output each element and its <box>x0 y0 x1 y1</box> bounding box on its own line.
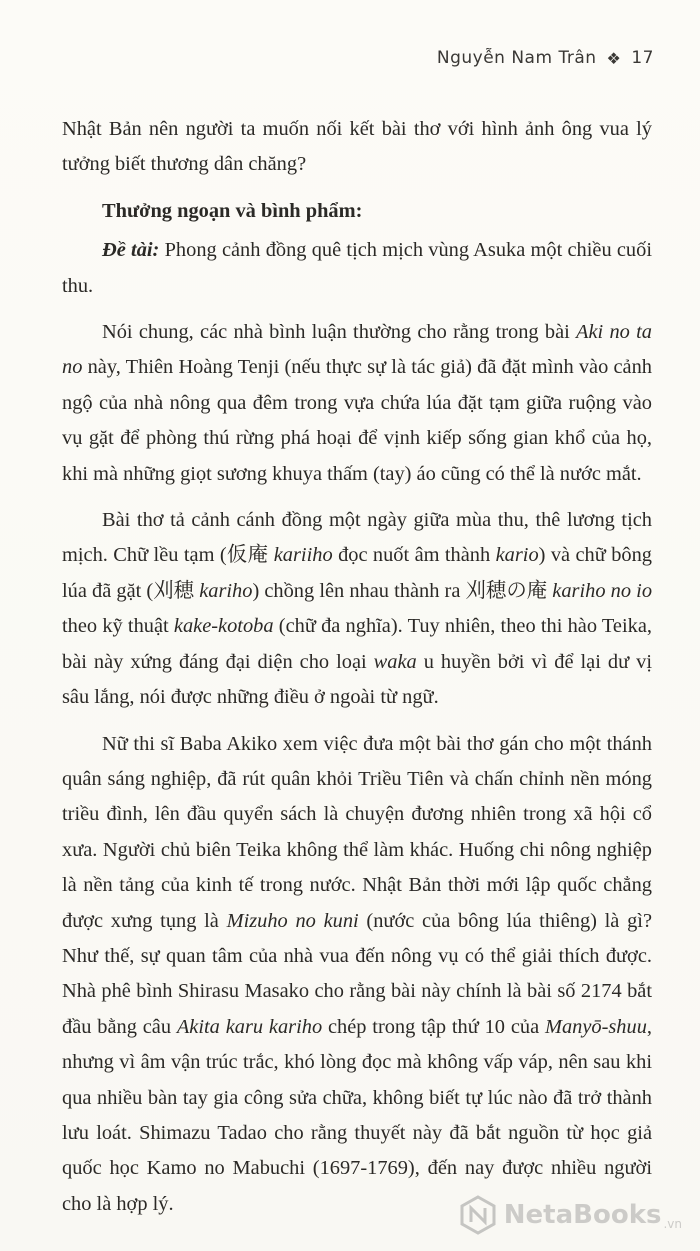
watermark <box>458 1195 682 1235</box>
text-span: (chữ đa nghĩa). Tuy nhiên, theo thi hào Teika, bài này xứng đáng đại diện cho loại <box>62 615 652 673</box>
topic-text: Phong cảnh đồng quê tịch mịch vùng Asuka một chiều cuối thu. <box>62 239 652 297</box>
text-span: theo kỹ thuật <box>62 615 174 638</box>
italic-term: Akita karu kariho <box>176 1015 323 1038</box>
text-span: này, Thiên Hoàng Tenji (nếu thực sự là tác giả) đã đặt mình vào cảnh ngộ của nhà nông qua đêm trong vựa chứa lúa đặt tạm giữa ruộng vào vụ gặt để phòng thú rừng phá hoại để vịnh kiếp sống gian khổ của họ, khi mà những giọt sương khuya thấm (tay) áo cũng có thể là nước mắt. <box>62 356 652 485</box>
text-span: Bài thơ tả cảnh cánh đồng một ngày giữa mùa thu, thê lương tịch mịch. Chữ lều tạm (仮庵 <box>62 509 652 567</box>
body-text <box>62 112 652 1233</box>
italic-term: Manyō-shuu <box>544 1015 647 1038</box>
italic-term: kariiho <box>273 544 333 567</box>
paragraph-scene <box>62 503 652 715</box>
italic-term: kariho <box>199 579 253 602</box>
netabooks-logo-icon <box>458 1195 498 1235</box>
italic-term: waka <box>373 650 417 673</box>
author-name: Nguyễn Nam Trân <box>436 48 597 68</box>
paragraph-commentary <box>62 315 652 492</box>
section-heading: Thưởng ngoạn và bình phẩm: <box>102 199 363 222</box>
text-span: đọc nuốt âm thành <box>332 544 496 567</box>
text-span: , nhưng vì âm vận trúc trắc, khó lòng đọc mà không vấp váp, nên sau khi qua nhiều bàn tay gia công sửa chữa, không biết tự lúc nào đã trở thành lưu loát. Shimazu Tadao cho rằng thuyết này đã bắt nguồn từ học giả quốc học Kamo no Mabuchi (1697-1769), đến nay được nhiều người cho là hợp lý. <box>62 1015 652 1215</box>
paragraph-continuation <box>62 112 652 183</box>
separator-ornament-icon: ❖ <box>606 48 622 68</box>
paragraph-critics <box>62 727 652 1223</box>
text-span: u huyền bởi vì để lại dư vị sâu lắng, nói được những điều ở ngoài từ ngữ. <box>62 650 652 709</box>
text-span: Nói chung, các nhà bình luận thường cho rằng trong bài <box>102 321 577 344</box>
paragraph-topic <box>62 233 652 304</box>
page-number: 17 <box>631 48 654 68</box>
italic-term: Mizuho no kuni <box>226 909 359 932</box>
italic-term: kario <box>495 544 539 567</box>
text-span: ) chồng lên nhau thành ra 刈穂の庵 <box>252 579 553 602</box>
italic-term: kake-kotoba <box>173 615 274 638</box>
italic-term: Aki no ta no <box>62 321 652 379</box>
text-span: chép trong tập thứ 10 của <box>322 1015 545 1038</box>
text-span: Nữ thi sĩ Baba Akiko xem việc đưa một bài thơ gán cho một thánh quân sáng nghiệp, đã rút quân khỏi Triều Tiên và chấn chỉnh nền móng triều đình, lên đầu quyển sách là chuyện đương nhiên trong xã hội cổ xưa. Người chủ biên Teika không thể làm khác. Huống chi nông nghiệp là nền tảng của kinh tế trong nước. Nhật Bản thời mới lập quốc chẳng được xưng tụng là <box>62 732 652 932</box>
text-span: ) và chữ bông lúa đã gặt (刈穂 <box>62 544 652 602</box>
text-span: (nước của bông lúa thiêng) là gì? Như thế, sự quan tâm của nhà vua đến nông vụ có thể giải thích được. Nhà phê bình Shirasu Masako cho rằng bài này chính là bài số 2174 bắt đầu bằng câu <box>62 909 652 1038</box>
italic-term: kariho no io <box>552 579 653 602</box>
paragraph-text: Nhật Bản nên người ta muốn nối kết bài thơ với hình ảnh ông vua lý tưởng biết thương dân chăng? <box>62 118 652 176</box>
watermark-brand: NetaBooks <box>503 1200 662 1230</box>
topic-label: Đề tài: <box>102 239 160 262</box>
watermark-suffix: .vn <box>663 1217 682 1231</box>
running-head <box>437 48 654 68</box>
